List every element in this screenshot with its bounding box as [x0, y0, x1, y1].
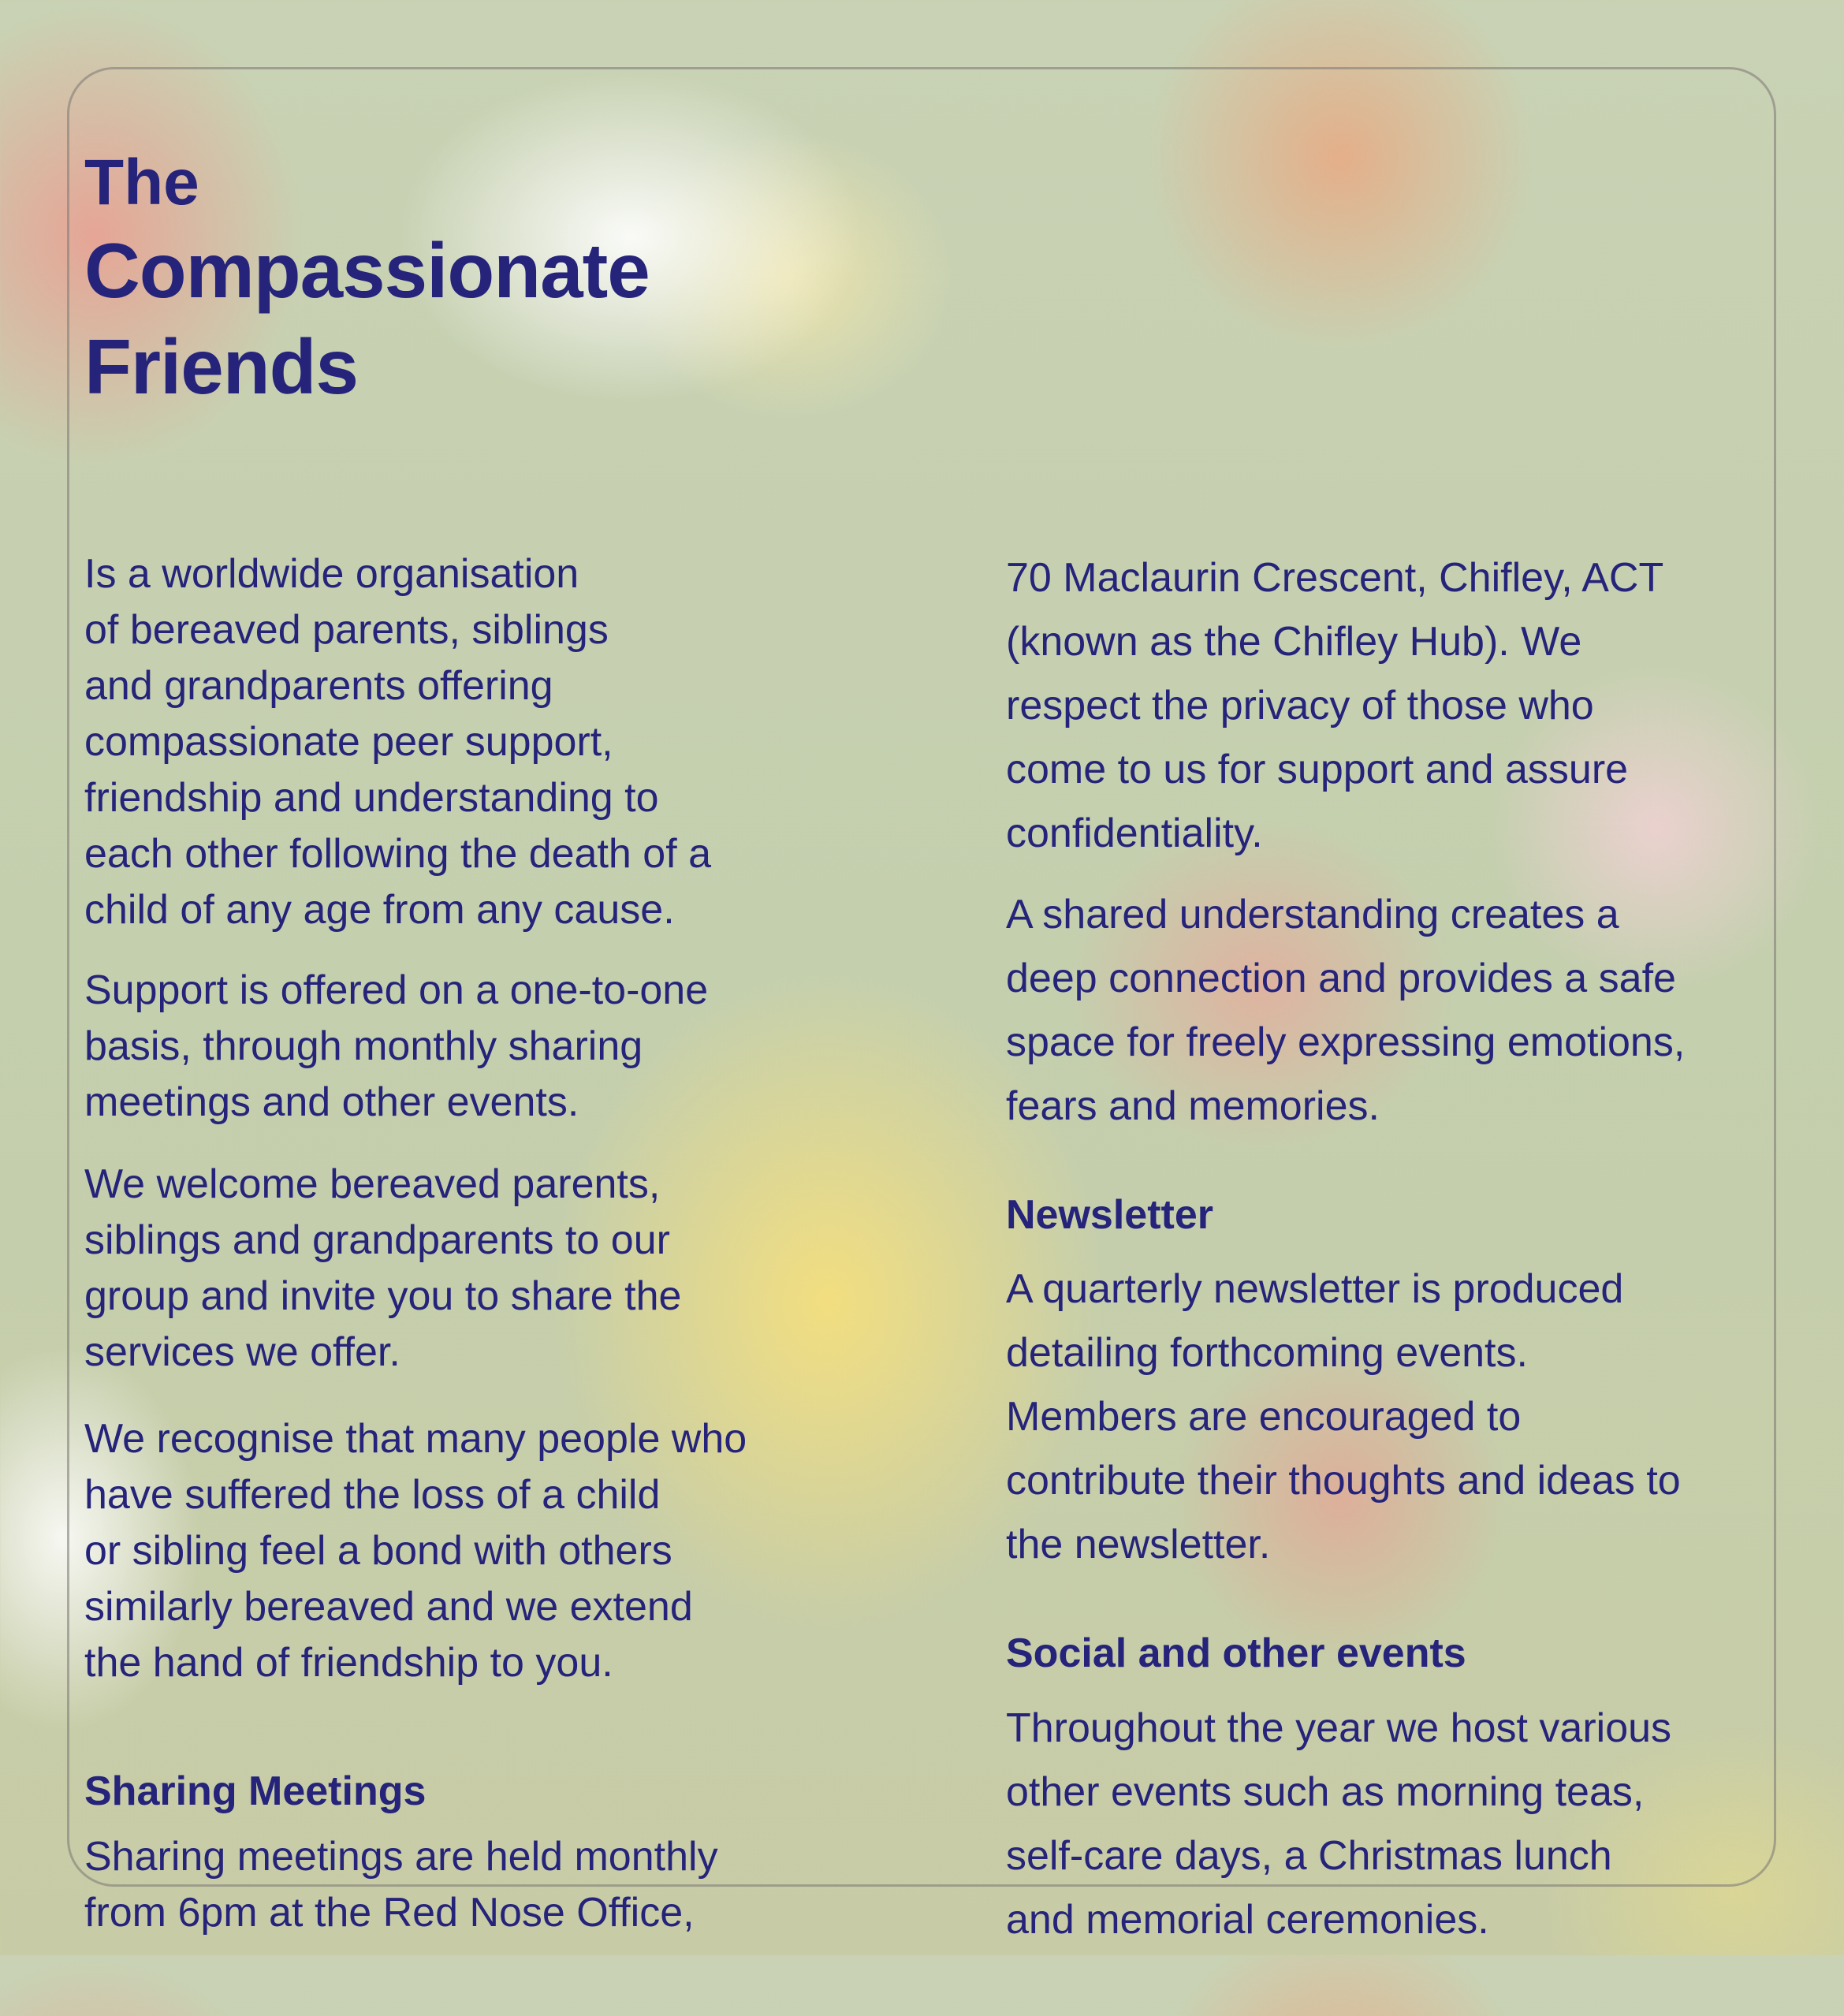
social-heading: Social and other events [1006, 1630, 1466, 1676]
newsletter-paragraph: A quarterly newsletter is produced detailing forthcoming events. Members are encouraged to contribute their thoughts and ideas to the newsletter. [1006, 1266, 1681, 1567]
page-title [84, 143, 650, 415]
understanding-paragraph: A shared understanding creates a deep connection and provides a safe space for freely expressing emotions, fears and memories. [1006, 892, 1686, 1129]
welcome-paragraph: We welcome bereaved parents, siblings and grandparents to our group and invite you to share the services we offer. [84, 1161, 682, 1375]
sharing-text-block [84, 1773, 718, 1997]
recognise-paragraph: We recognise that many people who have suffered the loss of a child or sibling feel a bond with others similarly bereaved and we extend the hand of friendship to you. [84, 1416, 747, 1686]
address-paragraph: 70 Maclaurin Crescent, Chifley, ACT (known as the Chifley Hub). We respect the privacy of those who come to us for support and assure confidentiality. [1006, 555, 1664, 856]
social-text-block [1006, 1633, 1671, 2016]
sharing-heading: Sharing Meetings [84, 1768, 427, 1814]
title-line-2: Compassionate [84, 227, 650, 314]
newsletter-heading: Newsletter [1006, 1192, 1213, 1238]
title-line-1: The [84, 147, 199, 218]
sharing-paragraph: Sharing meetings are held monthly from 6pm at the Red Nose Office, [84, 1834, 718, 1936]
intro-paragraph: Is a worldwide organisation of bereaved parents, siblings and grandparents offering compassionate peer support, friendship and understanding to each other following the death of a child of any age from any cause. [84, 551, 712, 933]
title-line-3: Friends [84, 323, 358, 410]
recognise-block [84, 1355, 747, 1747]
social-paragraph: Throughout the year we host various other events such as morning teas, self-care days, a Christmas lunch and memorial ceremonies. [1006, 1705, 1672, 1943]
support-paragraph: Support is offered on a one-to-one basis, through monthly sharing meetings and other events. [84, 967, 709, 1125]
